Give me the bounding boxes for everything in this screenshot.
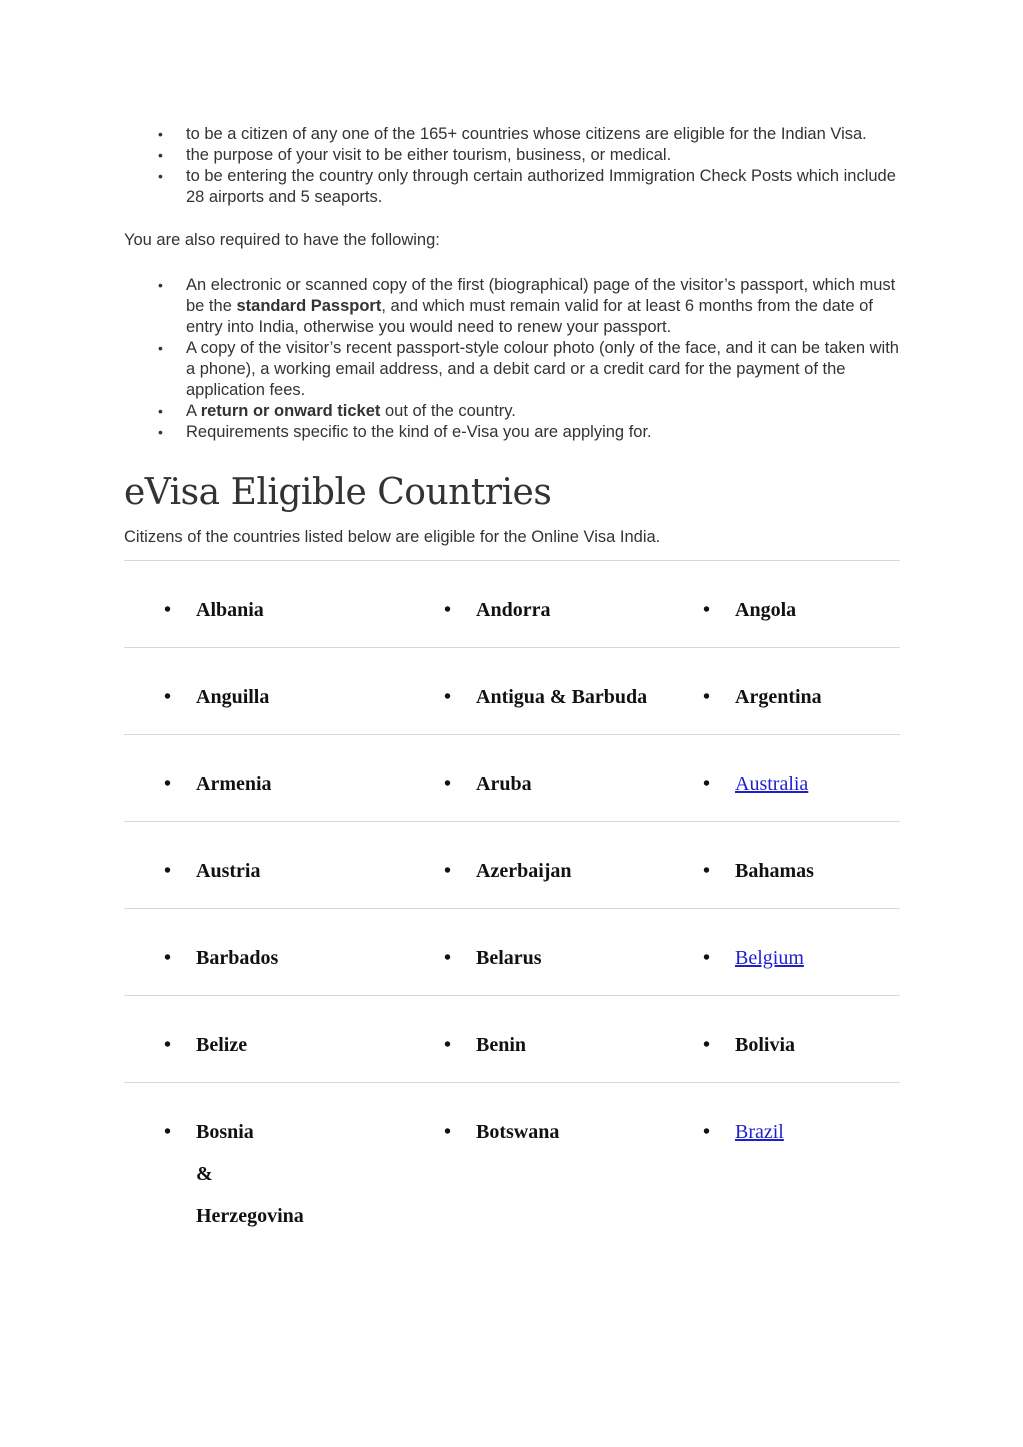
countries-table xyxy=(124,560,900,1227)
required-documents-list xyxy=(124,275,900,443)
list-item xyxy=(158,275,900,338)
country-cell xyxy=(663,648,900,718)
bullet-icon: • xyxy=(164,947,172,969)
table-row xyxy=(124,822,900,909)
bullet-icon: • xyxy=(703,1034,711,1056)
list-item-text: , and which must remain valid for at least 6 months from the date of entry into India, otherwise you would need to renew your passport. xyxy=(186,297,873,336)
country-name-bosnia-herzegovina: Bosnia & Herzegovina xyxy=(196,1121,304,1227)
list-item xyxy=(158,145,900,166)
bullet-icon: • xyxy=(444,860,452,882)
section-intro: Citizens of the countries listed below are eligible for the Online Visa India. xyxy=(124,528,661,546)
country-name-anguilla: Anguilla xyxy=(196,686,270,708)
bullet-icon: • xyxy=(703,947,711,969)
country-name-albania: Albania xyxy=(196,599,264,621)
country-cell xyxy=(404,909,663,979)
table-row xyxy=(124,561,900,648)
list-item-text: the purpose of your visit to be either tourism, business, or medical. xyxy=(186,146,672,164)
country-cell xyxy=(404,735,663,805)
document-page xyxy=(124,124,900,1227)
country-name-belize: Belize xyxy=(196,1034,248,1056)
list-item xyxy=(158,401,900,422)
country-name-azerbaijan: Azerbaijan xyxy=(476,860,572,882)
country-cell xyxy=(124,735,404,805)
list-item xyxy=(158,422,900,443)
bullet-icon: • xyxy=(703,773,711,795)
bullet-icon: • xyxy=(444,686,452,708)
table-row xyxy=(124,996,900,1083)
bullet-icon: • xyxy=(158,168,163,184)
bullet-icon: • xyxy=(158,126,163,142)
country-cell xyxy=(124,822,404,892)
table-row xyxy=(124,909,900,996)
list-item-text: A xyxy=(186,402,201,420)
list-item-text: to be entering the country only through certain authorized Immigration Check Posts which include 28 airports and 5 seaports. xyxy=(186,167,896,206)
country-name-andorra: Andorra xyxy=(476,599,551,621)
bullet-icon: • xyxy=(164,860,172,882)
list-item-text: out of the country. xyxy=(380,402,516,420)
country-cell xyxy=(124,561,404,631)
country-cell xyxy=(663,1083,900,1153)
country-cell xyxy=(124,909,404,979)
bullet-icon: • xyxy=(703,860,711,882)
country-cell xyxy=(404,822,663,892)
list-item-text: An electronic or scanned copy of the first (biographical) page of the visitor’s passport, which must be the xyxy=(186,276,896,315)
bullet-icon: • xyxy=(158,340,163,356)
bullet-icon: • xyxy=(164,1034,172,1056)
country-link-australia[interactable]: Australia xyxy=(735,773,809,795)
country-cell xyxy=(404,996,663,1066)
section-title: eVisa Eligible Countries xyxy=(124,472,552,513)
country-link-belgium[interactable]: Belgium xyxy=(735,947,804,969)
country-cell xyxy=(124,1083,404,1237)
bullet-icon: • xyxy=(158,403,163,419)
bullet-icon: • xyxy=(164,1121,172,1143)
table-row xyxy=(124,735,900,822)
country-name-bolivia: Bolivia xyxy=(735,1034,796,1056)
bullet-icon: • xyxy=(158,424,163,440)
country-link-brazil[interactable]: Brazil xyxy=(735,1121,784,1143)
list-item-emphasis: standard Passport xyxy=(236,297,382,315)
bullet-icon: • xyxy=(158,147,163,163)
country-name-antigua-barbuda: Antigua & Barbuda xyxy=(476,686,648,708)
bullet-icon: • xyxy=(444,599,452,621)
country-name-benin: Benin xyxy=(476,1034,527,1056)
country-cell xyxy=(663,561,900,631)
country-name-botswana: Botswana xyxy=(476,1121,560,1143)
country-name-belarus: Belarus xyxy=(476,947,542,969)
country-name-angola: Angola xyxy=(735,599,797,621)
list-item-text: to be a citizen of any one of the 165+ countries whose citizens are eligible for the Indian Visa. xyxy=(186,125,867,143)
country-cell xyxy=(663,909,900,979)
table-row xyxy=(124,648,900,735)
list-item xyxy=(158,124,900,145)
list-item-emphasis: return or onward ticket xyxy=(200,402,381,420)
bullet-icon: • xyxy=(703,599,711,621)
country-cell xyxy=(663,822,900,892)
also-required-paragraph: You are also required to have the following: xyxy=(124,231,440,249)
country-name-austria: Austria xyxy=(196,860,261,882)
bullet-icon: • xyxy=(703,1121,711,1143)
list-item-text: A copy of the visitor’s recent passport-style colour photo (only of the face, and it can be taken with a phone), a working email address, and a debit card or a credit card for the payment of the application fees. xyxy=(186,339,899,399)
bullet-icon: • xyxy=(164,773,172,795)
country-cell xyxy=(663,735,900,805)
bullet-icon: • xyxy=(444,1121,452,1143)
country-cell xyxy=(124,996,404,1066)
bullet-icon: • xyxy=(703,686,711,708)
country-name-bahamas: Bahamas xyxy=(735,860,814,882)
eligibility-requirements-list xyxy=(124,124,900,208)
bullet-icon: • xyxy=(444,947,452,969)
country-cell xyxy=(663,996,900,1066)
list-item-text: Requirements specific to the kind of e-Visa you are applying for. xyxy=(186,423,652,441)
bullet-icon: • xyxy=(444,1034,452,1056)
bullet-icon: • xyxy=(164,686,172,708)
country-name-armenia: Armenia xyxy=(196,773,272,795)
country-cell xyxy=(404,1083,663,1153)
country-cell xyxy=(124,648,404,718)
country-cell xyxy=(404,561,663,631)
bullet-icon: • xyxy=(158,277,163,293)
bullet-icon: • xyxy=(444,773,452,795)
list-item xyxy=(158,166,900,208)
country-name-aruba: Aruba xyxy=(476,773,532,795)
table-row xyxy=(124,1083,900,1227)
country-name-barbados: Barbados xyxy=(196,947,279,969)
list-item xyxy=(158,338,900,401)
country-cell xyxy=(404,648,663,718)
country-name-argentina: Argentina xyxy=(735,686,822,708)
bullet-icon: • xyxy=(164,599,172,621)
